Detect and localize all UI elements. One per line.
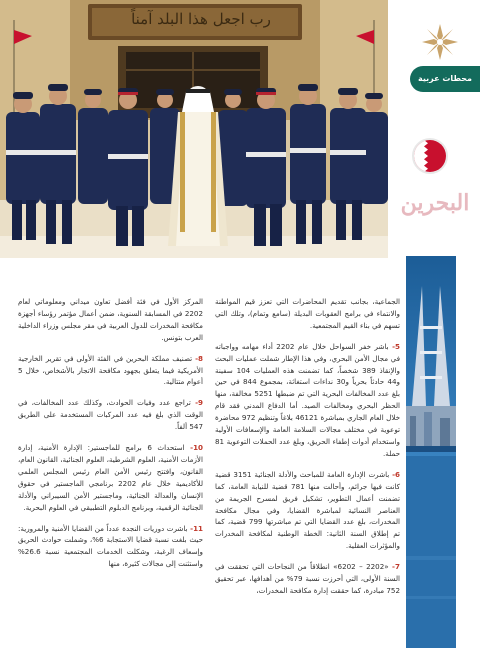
- paragraph-item-6: 6- باشرت الإدارة العامة للمباحث والأدلة الجنائية 3151 قضية كانت فيها جرائم، وأحالت منها 781 قضية للنيابة العامة، كما تضمنت أعمال التطوير، تشكيل فريق لمسرح الجريمة من العناصر النسائية لمباشرة القضايا، وفي مجال مكافحة المخدرات، بلغ عدد القضايا التي تم مباشرتها 799 قضية، كما تم إطلاق السنة الثانية: الخطة الوطنية لمكافحة المخدرات والمؤثرات العقلية.: [215, 469, 401, 551]
- paragraph-item-9: 9- تراجع عدد وفيات الحوادث، وكذلك عدد المخالفات، في الوقت الذي بلغ فيه عدد المركبات المستخدمة على الطريق 547 ألفاً.: [18, 398, 203, 432]
- paragraph-item-11: 11- باشرت دوريات النجدة عدداً من القضايا الأمنية والمرورية: حيث بلغت نسبة قضايا الاستجابة 6%، وشملت حوادث الحريق وإسعاف الرغبة، وشكلت الخدمات المجتمعية نسبة 26.6% واستثنت إلى مجالات كثيرة، منها: [18, 523, 203, 569]
- ceremony-scene: [0, 0, 388, 258]
- paragraph-continued: المركز الأول في فئة أفضل تعاون ميداني ومعلوماتي لعام 2202 في المسابقة السنوية، ضمن أعمال مؤتمر رؤساء أجهزة مكافحة المخدرات للدول العربية في مقر مجلس وزراء الداخلية العرب بتونس.: [18, 297, 203, 342]
- paragraph-item-8: 8- تصنيف مملكة البحرين في الفئة الأولى في تقرير الخارجية الأمريكية فيما يتعلق بجهود مكافحة الاتجار بالأشخاص، خلال 5 أعوام متتالية.: [18, 353, 203, 387]
- section-label: محطات عربية: [410, 66, 480, 92]
- article-column-left: [18, 296, 203, 579]
- paragraph-item-7: 7- «2202 – 6202» انطلاقاً من النجاحات التي تحققت في السنة الأولى، التي أحرزت نسبة 79% من أهدافها، عبر تحقيق 752 مبادرة، كما حققت إدارة مكافحة المخدرات،: [215, 562, 400, 595]
- article-column-right: [215, 296, 400, 606]
- paragraph-continued: الجماعية، بجانب تقديم المحاضرات التي تعزز قيم المواطنة والانتماء في برامج العقوبات البديلة (سامع وتمام)، وتلك التي تسهم في بناء القيم المجتمعية.: [215, 297, 400, 330]
- group-photo: [0, 0, 388, 258]
- banner-inscription: رب اجعل هذا البلد آمناً: [131, 10, 271, 28]
- manama-skyline-image: [406, 256, 456, 648]
- paragraph-item-10: 10- استحداث 6 برامج للماجستير: الإدارة الأمنية، إدارة الأزمات الأمنية، العلوم الشرطية، العلوم الجنائية، القانون العام، القانون، وافتتح رئيس الأمن العام رئيس المجلس العلمي للأكاديمية خلال عام 2202 برنامجي الماجستير في حقوق الإنسان والعدالة الجنائية، وماجستير الأمن السيبراني والأدلة الجنائية الرقمية، وبرنامج الدبلوم التطبيقي في العلوم البحرية.: [18, 443, 203, 512]
- bahrain-flag-icon: [412, 138, 448, 174]
- star-emblem-icon: [420, 22, 460, 62]
- paragraph-item-5: 5- باشر خفر السواحل خلال عام 2202 أداء مهامه وواجباته في مجال الأمن البحري، وفي هذا الإطار شملت عمليات البحث والإنقاذ 389 شخصاً، كما تضمنت هذه العمليات 104 سفينة و44 حادثاً بحرياً و30 نداءات استغاثة، بمجموع 844 في حين بلغ عدد المخالفات البحرية التي تم ضبطها 5251 مخالفة، منها الحظر البحري ومخالفات الصيد. أما الدفاع المدني فقد قام خلال العام الجاري بمباشرة 46121 بلاغاً وتنظيم 972 محاضرة توعوية في مختلف مجالات السلامة العامة والإسعافات الأولية واستخدام أدوات إطفاء الحريق، وبلغ عدد الحملات التوعوية 81 حملة.: [215, 341, 401, 458]
- country-name: البحرين: [400, 190, 470, 216]
